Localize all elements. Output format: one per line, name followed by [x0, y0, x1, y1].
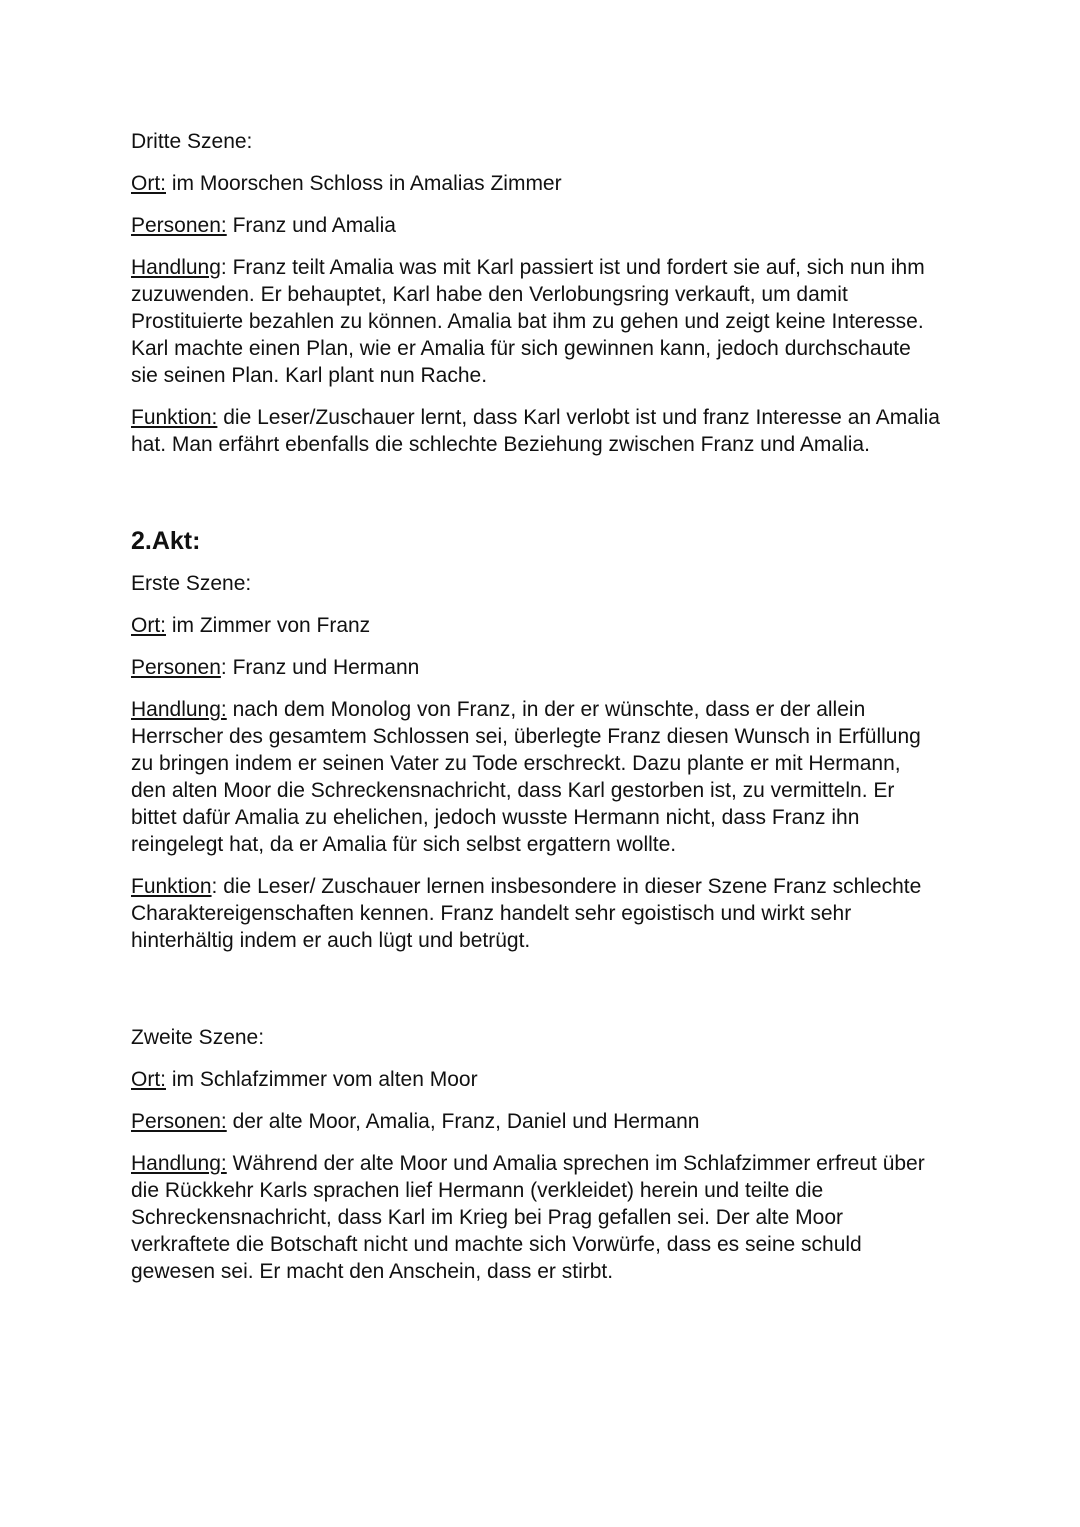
funktion-paragraph — [131, 404, 941, 458]
funktion-text: die Leser/Zuschauer lernt, dass Karl verlobt ist und franz Interesse an Amalia hat. Man erfährt ebenfalls die schlechte Beziehung zwischen Franz und Amalia. — [131, 406, 940, 456]
ort-label: Ort: — [131, 172, 166, 195]
personen-label: Personen: — [131, 1110, 227, 1133]
personen-line — [131, 654, 941, 681]
handlung-paragraph — [131, 1150, 941, 1285]
funktion-label: Funktion — [131, 875, 212, 898]
handlung-label: Handlung — [131, 256, 221, 279]
personen-text: : Franz und Hermann — [220, 656, 420, 679]
handlung-paragraph — [131, 254, 941, 389]
personen-label: Personen — [131, 656, 221, 679]
funktion-paragraph — [131, 873, 941, 954]
scene-title: Dritte Szene: — [131, 130, 253, 153]
funktion-label: Funktion: — [131, 406, 218, 429]
scene-title: Zweite Szene: — [131, 1026, 265, 1049]
ort-text: im Moorschen Schloss in Amalias Zimmer — [166, 172, 562, 195]
ort-text: im Schlafzimmer vom alten Moor — [166, 1068, 478, 1091]
personen-text: Franz und Amalia — [226, 214, 396, 237]
ort-line — [131, 170, 941, 197]
scene-act1-3 — [131, 128, 941, 458]
handlung-text: Während der alte Moor und Amalia sprechen im Schlafzimmer erfreut über die Rückkehr Karls sprachen lief Hermann (verkleidet) herein und teilte die Schreckensnachricht, dass Karl im Krieg bei Prag gefallen sei. Der alte Moor verkraftete die Botschaft nicht und machte sich Vorwürfe, dass es seine schuld gewesen sei. Er macht den Anschein, dass er stirbt. — [131, 1152, 925, 1283]
handlung-paragraph — [131, 696, 941, 858]
personen-line — [131, 1108, 941, 1135]
handlung-label: Handlung: — [131, 1152, 227, 1175]
document-page — [131, 128, 941, 1300]
handlung-text: : Franz teilt Amalia was mit Karl passiert ist und fordert sie auf, sich nun ihm zuzuwenden. Er behauptet, Karl habe den Verlobungsring verkauft, um damit Prostituierte bezahlen zu können. Amalia bat ihm zu gehen und zeigt keine Interesse. Karl machte einen Plan, wie er Amalia für sich gewinnen kann, jedoch durchschaute sie seinen Plan. Karl plant nun Rache. — [131, 256, 925, 387]
scene-act2-2 — [131, 1024, 941, 1285]
act-title: 2.Akt: — [131, 527, 201, 555]
ort-line — [131, 612, 941, 639]
personen-text: der alte Moor, Amalia, Franz, Daniel und Hermann — [226, 1110, 700, 1133]
ort-label: Ort: — [131, 1068, 166, 1091]
scene-title: Erste Szene: — [131, 572, 252, 595]
scene-act2-1 — [131, 570, 941, 954]
ort-line — [131, 1066, 941, 1093]
funktion-text: : die Leser/ Zuschauer lernen insbesondere in dieser Szene Franz schlechte Charaktereigenschaften kennen. Franz handelt sehr egoistisch und wirkt sehr hinterhältig indem er auch lügt und betrügt. — [131, 875, 922, 952]
personen-line — [131, 212, 941, 239]
handlung-text: nach dem Monolog von Franz, in der er wünschte, dass er der allein Herrscher des gesamtem Schlossen sei, überlegte Franz diesen Wunsch in Erfüllung zu bringen indem er seinen Vater zu Tode erschreckt. Dazu plante er mit Hermann, den alten Moor die Schreckensnachricht, dass Karl gestorben ist, zu vermitteln. Er bittet dafür Amalia zu ehelichen, jedoch wusste Hermann nicht, dass Franz ihn reingelegt hat, da er Amalia für sich selbst ergattern wollte. — [131, 698, 921, 856]
handlung-label: Handlung: — [131, 698, 227, 721]
ort-text: im Zimmer von Franz — [166, 614, 371, 637]
personen-label: Personen: — [131, 214, 227, 237]
ort-label: Ort: — [131, 614, 166, 637]
